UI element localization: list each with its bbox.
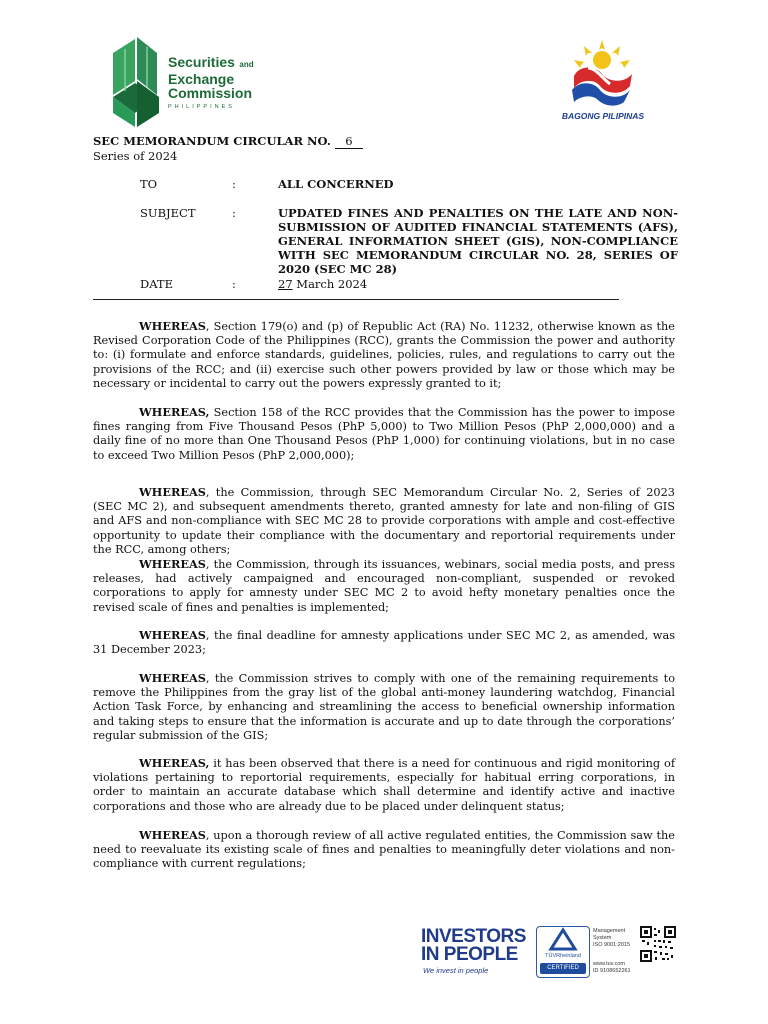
iip-line1: INVESTORS	[421, 926, 526, 947]
subject-label: SUBJECT	[140, 206, 196, 220]
subject-colon: :	[232, 206, 236, 220]
iip-tagline: We invest in people	[423, 966, 489, 975]
paragraph-text: , upon a thorough review of all active regulated entities, the Commission saw the need to reevaluate its existing scale of fines and penalties to meaningfully deter violations and non-compliance with current regulations;	[93, 829, 675, 871]
date-day: 27	[278, 277, 293, 291]
ms-line4: www.tuv.com	[593, 961, 625, 967]
memo-series: Series of 2024	[93, 149, 178, 163]
paragraph-lead: WHEREAS,	[139, 405, 210, 419]
date-label: DATE	[140, 277, 173, 291]
paragraph-text: , the Commission, through SEC Memorandum Circular No. 2, Series of 2023 (SEC MC 2), and subsequent amendments thereto, granted amnesty for late and non-filing of GIS and AFS and non-compliance with SEC MC 28 to provide corporations with ample and cost-effective opportunity to update their compliance with the documentary and reportorial requirements under the RCC, among others;	[93, 486, 675, 556]
paragraph-lead: WHEREAS	[139, 828, 206, 842]
date-colon: :	[232, 277, 236, 291]
paragraph-text: , Section 179(o) and (p) of Republic Act (RA) No. 11232, otherwise known as the Revised Corporation Code of the Philippines (RCC), grants the Commission the power and authority to: (i) formulate and enforce standards, guidelines, policies, rules, and regulations to carry out the provisions of the RCC; and (ii) exercise such other powers provided by law or those which may be necessary or incidental to carry out the powers expressly granted to it;	[93, 320, 675, 390]
sec-logo-line3: Commission	[168, 85, 253, 101]
bagong-pilipinas-logo-icon	[566, 38, 638, 110]
tuv-triangle-icon	[537, 927, 589, 953]
date-rest: March 2024	[292, 277, 368, 291]
sec-logo-line1-suffix: and	[239, 60, 254, 69]
to-value: ALL CONCERNED	[278, 177, 394, 191]
paragraph	[93, 319, 675, 391]
ms-line2: System	[593, 935, 612, 941]
paragraph	[93, 405, 675, 463]
paragraph	[93, 628, 675, 657]
paragraph-lead: WHEREAS	[139, 628, 206, 642]
to-colon: :	[232, 177, 236, 191]
paragraph-text: , the Commission, through its issuances, webinars, social media posts, and press releases, had actively campaigned and encouraged non-compliant, suspended or revoked corporations to apply for amnesty under SEC MC 2 to avoid hefty monetary penalties once the revised scale of fines and penalties is implemented;	[93, 558, 675, 614]
paragraph	[93, 756, 675, 814]
paragraph-text: Section 158 of the RCC provides that the Commission has the power to impose fines ranging from Five Thousand Pesos (PhP 5,000) to Two Million Pesos (PhP 2,000,000) and a daily fine of no more than One Thousand Pesos (PhP 1,000) for continuing violations, but in no case to exceed Two Million Pesos (PhP 2,000,000);	[93, 406, 675, 462]
sec-logo-text	[168, 55, 254, 114]
paragraph	[93, 485, 675, 557]
qr-code-icon	[640, 926, 676, 962]
paragraph-lead: WHEREAS	[139, 319, 206, 333]
iip-line2: IN PEOPLE	[421, 944, 518, 965]
bagong-pilipinas-text: BAGONG PILIPINAS	[561, 111, 645, 121]
tuv-name: TÜVRheinland	[545, 953, 581, 959]
memo-title-prefix: SEC MEMORANDUM CIRCULAR NO.	[93, 134, 335, 148]
subject-value: UPDATED FINES AND PENALTIES ON THE LATE AND NON-SUBMISSION OF AUDITED FINANCIAL STATEMENTS (AFS), GENERAL INFORMATION SHEET (GIS), NON-COMPLIANCE WITH SEC MEMORANDUM CIRCULAR NO. 28, SERIES OF 2020 (SEC MC 28)	[278, 206, 678, 276]
paragraph-text: , the final deadline for amnesty applications under SEC MC 2, as amended, was 31 December 2023;	[93, 629, 675, 657]
ms-line3: ISO 9001:2015	[593, 942, 631, 948]
ms-line5: ID 9108652261	[593, 968, 631, 974]
tuv-certified-label: CERTIFIED	[540, 963, 586, 974]
memo-number: 6	[335, 134, 363, 149]
paragraph-lead: WHEREAS	[139, 485, 206, 499]
management-system-text	[593, 928, 631, 975]
paragraph-lead: WHEREAS	[139, 557, 206, 571]
ms-line1: Management	[593, 928, 626, 934]
sec-logo-line2: Exchange	[168, 71, 235, 87]
header-divider	[93, 299, 619, 300]
paragraph-lead: WHEREAS,	[139, 756, 210, 770]
sec-logo-line1: Securities	[168, 54, 235, 70]
sec-logo-line4: PHILIPPINES	[168, 104, 235, 110]
date-value	[278, 277, 367, 291]
paragraph	[93, 557, 675, 615]
to-label: TO	[140, 177, 158, 191]
paragraph	[93, 828, 675, 872]
investors-in-people-logo	[421, 928, 526, 964]
paragraph-lead: WHEREAS	[139, 671, 206, 685]
paragraph-text: , the Commission strives to comply with one of the remaining requirements to remove the Philippines from the gray list of the global anti-money laundering watchdog, Financial Action Task Force, by enhancing and streamlining the access to beneficial ownership information and taking steps to ensure that the information is accurate and up to date through the corporations’ regular submission of the GIS;	[93, 672, 675, 742]
memo-title	[93, 134, 363, 149]
paragraph-text: it has been observed that there is a need for continuous and rigid monitoring of violations pertaining to reportorial requirements, especially for habitual erring corporations, in order to maintain an accurate database which shall determine and identify active and inactive corporations and those who are already due to be placed under delinquent status;	[93, 757, 675, 813]
paragraph	[93, 671, 675, 743]
